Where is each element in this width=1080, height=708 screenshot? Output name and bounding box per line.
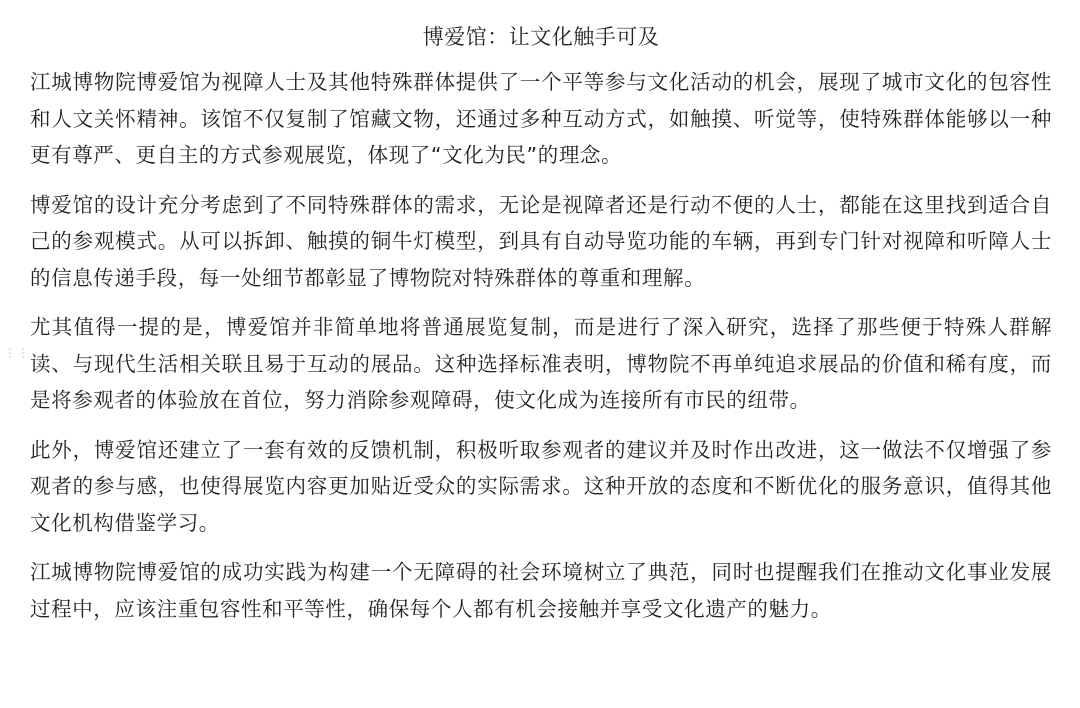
article-title: 博爱馆：让文化触手可及	[422, 25, 660, 49]
article-paragraph-3: 尤其值得一提的是，博爱馆并非简单地将普通展览复制，而是进行了深入研究，选择了那些便于特殊人群解读、与现代生活相关联且易于互动的展品。这种选择标准表明，博物院不再单纯追求展品的价值和稀有度，而是将参观者的体验放在首位，努力消除参观障碍，使文化成为连接所有市民的纽带。	[30, 315, 1052, 412]
article	[30, 16, 1052, 640]
article-paragraph-2: 博爱馆的设计充分考虑到了不同特殊群体的需求，无论是视障者还是行动不便的人士，都能在这里找到适合自己的参观模式。从可以拆卸、触摸的铜牛灯模型，到具有自动导览功能的车辆，再到专门针对视障和听障人士的信息传递手段，每一处细节都彰显了博物院对特殊群体的尊重和理解。	[30, 192, 1052, 290]
article-paragraph-4: 此外，博爱馆还建立了一套有效的反馈机制，积极听取参观者的建议并及时作出改进，这一做法不仅增强了参观者的参与感，也使得展览内容更加贴近受众的实际需求。这种开放的态度和不断优化的服务意识，值得其他文化机构借鉴学习。	[30, 437, 1052, 535]
article-paragraph-1: 江城博物院博爱馆为视障人士及其他特殊群体提供了一个平等参与文化活动的机会，展现了城市文化的包容性和人文关怀精神。该馆不仅复制了馆藏文物，还通过多种互动方式，如触摸、听觉等，使特殊群体能够以一种更有尊严、更自主的方式参观展览，体现了“文化为民”的理念。	[30, 70, 1052, 167]
drag-handle-icon[interactable]: ⋮⋮	[4, 346, 30, 360]
article-paragraph-5: 江城博物院博爱馆的成功实践为构建一个无障碍的社会环境树立了典范，同时也提醒我们在推动文化事业发展过程中，应该注重包容性和平等性，确保每个人都有机会接触并享受文化遗产的魅力。	[30, 560, 1052, 621]
